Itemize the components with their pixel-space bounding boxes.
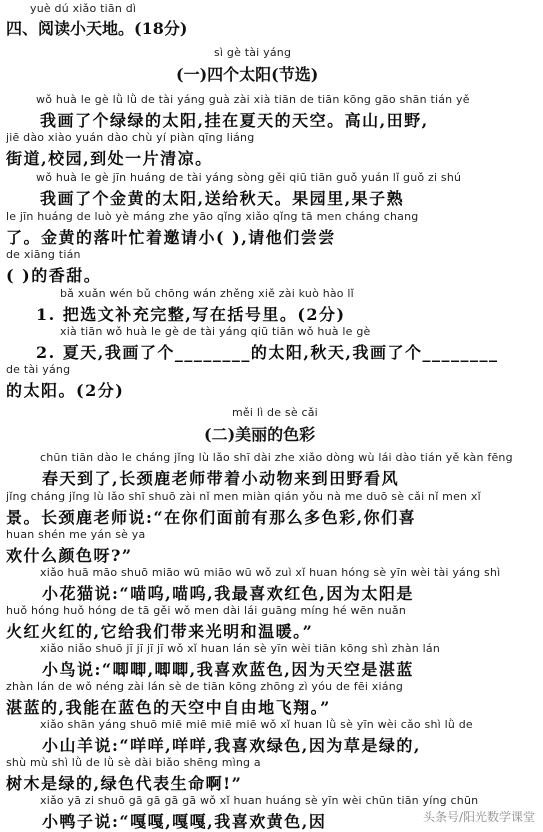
question-2-pinyin-cont: de tài yáng xyxy=(6,363,71,376)
passage2-line-text: 小鸭子说:“嘎嘎,嘎嘎,我喜欢黄色,因 xyxy=(42,812,327,831)
passage2-line-text: 小花猫说:“喵呜,喵呜,我最喜欢红色,因为太阳是 xyxy=(42,584,414,603)
passage1-line-text: 了。金黄的落叶忙着邀请小( ),请他们尝尝 xyxy=(6,228,336,247)
passage2-line-text: 湛蓝的,我能在蓝色的天空中自由地飞翔。” xyxy=(6,698,331,717)
question-2-pinyin: xià tiān wǒ huà le gè de tài yáng qiū tiān wǒ huà le gè xyxy=(60,325,371,338)
passage1-line-pinyin: wǒ huà le gè lǜ lǜ de tài yáng guà zài xià tiān de tiān kōng gāo shān tián yě xyxy=(36,93,470,106)
passage2-title-pinyin: měi lì de sè cǎi xyxy=(232,406,318,419)
passage1-line-text: 我画了个金黄的太阳,送给秋天。果园里,果子熟 xyxy=(40,189,405,208)
passage2-line-pinyin: jǐng cháng jǐng lù lǎo shī shuō zài nǐ men miàn qián yǒu nà me duō sè cǎi nǐ men xǐ xyxy=(6,490,481,503)
passage2-line-text: 小鸟说:“唧唧,唧唧,我喜欢蓝色,因为天空是湛蓝 xyxy=(42,660,414,679)
passage1-line-text: 我画了个绿绿的太阳,挂在夏天的天空。高山,田野, xyxy=(40,111,429,130)
question-1-text: 1. 把选文补充完整,写在括号里。(2分) xyxy=(36,305,346,324)
passage2-line-text: 树木是绿的,绿色代表生命啊!” xyxy=(6,774,243,793)
question-2-text-cont: 的太阳。(2分) xyxy=(6,381,125,400)
passage2-title: (二)美丽的色彩 xyxy=(204,425,316,444)
passage2-line-text: 春天到了,长颈鹿老师带着小动物来到田野看风 xyxy=(42,469,400,488)
passage2-line-pinyin: xiǎo yā zi shuō gā gā gā gā wǒ xǐ huan huáng sè yīn wèi chūn tiān yíng chūn xyxy=(40,794,479,807)
passage2-line-text: 小山羊说:“咩咩,咩咩,我喜欢绿色,因为草是绿的, xyxy=(42,736,421,755)
passage1-line-pinyin: jiē dào xiào yuán dào chù yí piàn qīng liáng xyxy=(6,131,255,144)
passage2-line-pinyin: zhàn lán de wǒ néng zài lán sè de tiān kōng zhōng zì yóu de fēi xiáng xyxy=(6,680,404,693)
section-header-pinyin: yuè dú xiǎo tiān dì xyxy=(30,2,137,15)
passage2-line-pinyin: xiǎo niǎo shuō jī jī jī jī wǒ xǐ huan lán sè yīn wèi tiān kōng shì zhàn lán xyxy=(40,642,441,655)
passage1-line-text: ( )的香甜。 xyxy=(6,266,102,285)
passage1-title-pinyin: sì gè tài yáng xyxy=(214,46,292,59)
passage2-line-text: 火红火红的,它给我们带来光明和温暖。” xyxy=(6,622,314,641)
passage2-line-pinyin: xiǎo shān yáng shuō miē miē miē miē wǒ xǐ huan lǜ sè yīn wèi cǎo shì lǜ de xyxy=(40,718,473,731)
watermark: 头条号/阳光数学课堂 xyxy=(422,810,535,824)
passage2-line-pinyin: huan shén me yán sè ya xyxy=(6,528,146,541)
passage1-line-pinyin: wǒ huà le gè jīn huáng de tài yáng sòng gěi qiū tiān guǒ yuán lǐ guǒ zi shú xyxy=(36,171,462,184)
passage2-line-pinyin: chūn tiān dào le cháng jǐng lù lǎo shī dài zhe xiǎo dòng wù lái dào tián yě kàn fēng xyxy=(40,451,513,464)
question-1-pinyin: bǎ xuǎn wén bǔ chōng wán zhěng xiě zài kuò hào lǐ xyxy=(60,287,354,300)
passage2-line-pinyin: huǒ hóng huǒ hóng de tā gěi wǒ men dài lái guāng míng hé wēn nuǎn xyxy=(6,604,407,617)
question-2-text: 2. 夏天,我画了个________的太阳,秋天,我画了个________ xyxy=(36,343,499,362)
passage1-line-pinyin: de xiāng tián xyxy=(6,248,81,261)
passage2-line-text: 欢什么颜色呀?” xyxy=(6,546,133,565)
passage1-line-text: 街道,校园,到处一片清凉。 xyxy=(6,149,213,168)
passage2-line-text: 景。长颈鹿老师说:“在你们面前有那么多色彩,你们喜 xyxy=(6,508,417,527)
passage1-line-pinyin: le jīn huáng de luò yè máng zhe yāo qǐng xiǎo qǐng tā men cháng chang xyxy=(6,210,419,223)
passage1-title: (一)四个太阳(节选) xyxy=(176,65,319,84)
section-header-title: 四、阅读小天地。(18分) xyxy=(6,19,188,38)
passage2-line-pinyin: shù mù shì lǜ de lǜ sè dài biǎo shēng mìng a xyxy=(6,756,261,769)
passage2-line-pinyin: xiǎo huā māo shuō miāo wū miāo wū wǒ zuì xǐ huan hóng sè yīn wèi tài yáng shì xyxy=(40,566,501,579)
